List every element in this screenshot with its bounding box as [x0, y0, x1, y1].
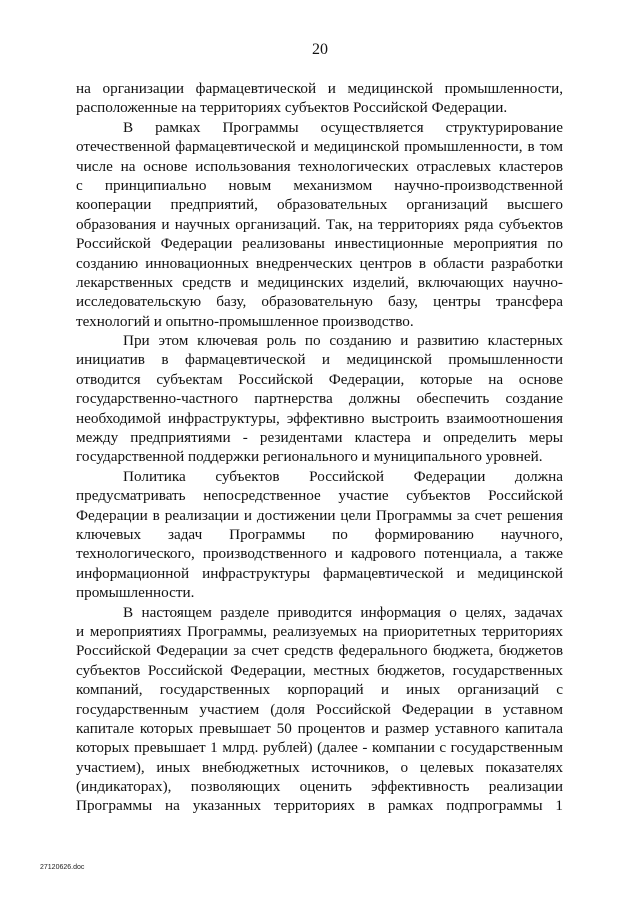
text-line: созданию инновационных внедренческих центров в области разработки	[76, 254, 563, 272]
text-line: предусматривать непосредственное участие субъектов Российской	[76, 487, 563, 505]
text-line: кооперации предприятий, образовательных организаций высшего	[76, 196, 563, 214]
text-line: исследовательскую базу, образовательную базу, центры трансфера	[76, 293, 563, 311]
document-filename: 27120626.doc	[40, 864, 85, 871]
text-line: и мероприятиях Программы, реализуемых на приоритетных территориях	[76, 622, 563, 640]
text-line: отечественной фармацевтической и медицинской промышленности, в том	[76, 138, 563, 156]
text-line: технологического, производственного и кадрового потенциала, а также	[76, 545, 563, 563]
text-line: Российской Федерации за счет средств федерального бюджета, бюджетов	[76, 642, 563, 660]
text-line: (индикаторах), позволяющих оценить эффективность реализации	[76, 778, 563, 796]
text-line: которых превышает 1 млрд. рублей) (далее - компании с государственным	[76, 739, 563, 757]
page-number: 20	[312, 41, 328, 58]
text-line: государственным участием (доля Российской Федерации в уставном	[76, 700, 563, 718]
text-line: В рамках Программы осуществляется структурирование	[123, 118, 563, 136]
text-line: с принципиально новым механизмом научно-производственной	[76, 176, 563, 194]
paragraph	[76, 467, 563, 603]
text-line: промышленности.	[76, 584, 195, 602]
text-line: субъектов Российской Федерации, местных бюджетов, государственных	[76, 661, 563, 679]
text-line: Программы на указанных территориях в рамках подпрограммы 1	[76, 797, 563, 815]
text-line: инициатив в фармацевтической и медицинской промышленности	[76, 351, 563, 369]
text-line: на организации фармацевтической и медицинской промышленности,	[76, 80, 563, 97]
text-line: технологий и опытно-промышленное производство.	[76, 312, 414, 330]
paragraph	[76, 603, 563, 816]
document-body	[76, 79, 563, 816]
text-line: государственной поддержки регионального и муниципального уровней.	[76, 448, 543, 466]
text-line: отводится субъектам Российской Федерации, которые на основе	[76, 370, 563, 388]
text-line: ключевых задач Программы по формированию научного,	[76, 525, 563, 543]
text-line: компаний, государственных корпораций и иных организаций с	[76, 681, 563, 699]
text-line: информационной инфраструктуры фармацевтической и медицинской	[76, 564, 563, 582]
text-line: При этом ключевая роль по созданию и развитию кластерных	[123, 332, 563, 350]
text-line: образования и научных организаций. Так, на территориях ряда субъектов	[76, 215, 563, 233]
text-line: В настоящем разделе приводится информация о целях, задачах	[123, 603, 563, 621]
text-line: расположенные на территориях субъектов Российской Федерации.	[76, 99, 508, 117]
text-line: участием), иных внебюджетных источников, о целевых показателях	[76, 758, 563, 776]
paragraph	[76, 331, 563, 467]
text-line: лекарственных средств и медицинских изделий, включающих научно-	[76, 273, 563, 291]
text-line: капитале которых превышает 50 процентов и размер уставного капитала	[76, 719, 563, 737]
text-line: между предприятиями - резидентами кластера и определить меры	[76, 429, 563, 447]
text-line: Российской Федерации реализованы инвестиционные мероприятия по	[76, 235, 563, 253]
text-line: необходимой инфраструктуры, эффективно выстроить взаимоотношения	[76, 409, 563, 427]
text-line: числе на основе использования технологических отраслевых кластеров	[76, 157, 563, 175]
text-line: Федерации в реализации и достижении цели Программы за счет решения	[76, 506, 563, 524]
paragraph	[76, 79, 563, 118]
text-line: Политика субъектов Российской Федерации должна	[123, 467, 563, 485]
text-line: государственно-частного партнерства должны обеспечить создание	[76, 390, 563, 408]
paragraph	[76, 118, 563, 331]
